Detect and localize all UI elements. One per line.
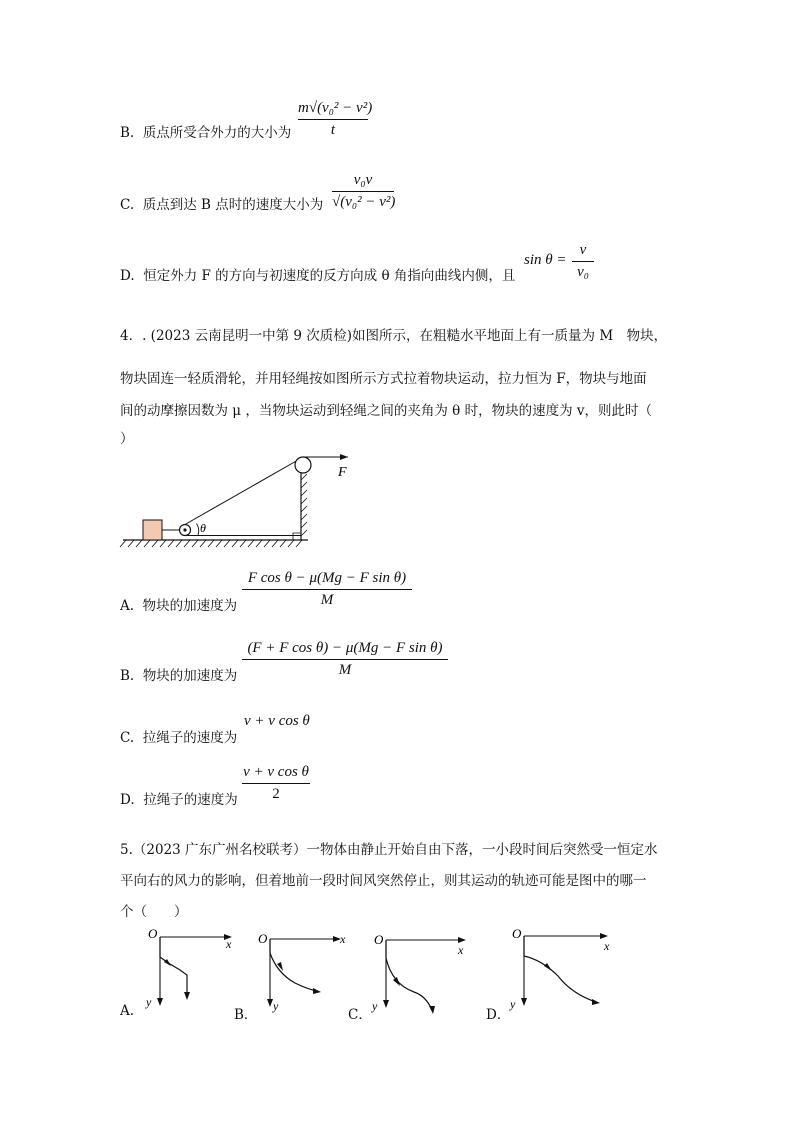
q5-option-a-label: A. bbox=[120, 1003, 135, 1019]
origin-label: O bbox=[374, 932, 384, 947]
block bbox=[143, 520, 162, 540]
angle-label: θ bbox=[200, 521, 206, 535]
q4-option-b-fraction bbox=[242, 640, 448, 679]
fraction-denominator: √(v₀² − v²) bbox=[332, 194, 396, 210]
option-text: 质点到达 B 点时的速度大小为 bbox=[142, 197, 324, 213]
fraction-denominator: t bbox=[330, 122, 336, 138]
y-axis-label: y bbox=[273, 999, 279, 1013]
q4-stem-line-2: 物块固连一轻质滑轮，并用轻绳按如图所示方式拉着物块运动，拉力恒为 F，物块与地面 bbox=[120, 371, 647, 387]
origin-label: O bbox=[148, 926, 158, 941]
option-text: 物块的加速度为 bbox=[142, 668, 238, 684]
q5-graph-b bbox=[255, 925, 355, 1025]
fraction-numerator: v + v cos θ bbox=[243, 764, 309, 780]
q5-stem-line-1: 5.（2023 广东广州名校联考）一物体由静止开始自由下落，一小段时间后突然受一恒定水 bbox=[120, 842, 658, 858]
q5-stem-line-3: 个（ ） bbox=[120, 904, 188, 920]
q3-option-d bbox=[120, 264, 515, 284]
fraction-numerator: m√(v₀² − v²) bbox=[298, 100, 373, 116]
q3-option-c-fraction bbox=[332, 172, 394, 211]
trajectory bbox=[270, 939, 317, 991]
fraction-denominator: M bbox=[338, 662, 352, 678]
q3-option-b bbox=[120, 121, 291, 141]
y-axis-label: y bbox=[372, 999, 378, 1013]
q5-graph-c bbox=[370, 926, 480, 1026]
option-label: A. bbox=[120, 598, 135, 614]
fraction-numerator: F cos θ − μ(Mg − F sin θ) bbox=[247, 570, 407, 586]
option-label: B. bbox=[120, 668, 135, 684]
q4-option-d-fraction bbox=[242, 764, 310, 803]
origin-label: O bbox=[512, 926, 522, 941]
q5-option-d-label: D． bbox=[486, 1007, 511, 1023]
x-axis-label: x bbox=[340, 932, 346, 946]
q4-option-d bbox=[120, 788, 238, 808]
option-text: 恒定外力 F 的方向与初速度的反方向成 θ 角指向曲线内侧，且 bbox=[143, 268, 516, 284]
fraction-denominator: v₀ bbox=[577, 264, 589, 280]
q4-stem-line-4: ） bbox=[120, 431, 134, 447]
q4-option-c bbox=[120, 726, 237, 746]
q3-option-d-lhs: sin θ = bbox=[524, 252, 567, 268]
x-axis-label: x bbox=[226, 937, 232, 951]
trajectory bbox=[524, 936, 596, 1002]
x-axis-label: x bbox=[458, 943, 464, 957]
q4-pulley-figure bbox=[118, 450, 358, 550]
trajectory bbox=[386, 940, 432, 1010]
option-text: 质点所受合外力的大小为 bbox=[142, 125, 292, 141]
option-text: 物块的加速度为 bbox=[142, 598, 238, 614]
option-label: C. bbox=[120, 730, 135, 746]
option-label: D. bbox=[120, 268, 135, 284]
q4-option-b bbox=[120, 664, 237, 684]
q5-stem-line-2: 平向右的风力的影响，但着地前一段时间风突然停止，则其运动的轨迹可能是图中的哪一 bbox=[120, 873, 647, 889]
q4-stem-line-1: 4．. (2023 云南昆明一中第 9 次质检)如图所示，在粗糙水平地面上有一质量为 M 物块， bbox=[120, 328, 668, 344]
q5-option-b-label: B． bbox=[234, 1007, 258, 1023]
trajectory bbox=[160, 937, 187, 998]
fraction-numerator: v₀v bbox=[353, 172, 373, 188]
fixed-pulley bbox=[295, 457, 311, 473]
option-text: 拉绳子的速度为 bbox=[142, 730, 238, 746]
q3-option-d-fraction bbox=[572, 242, 594, 281]
q4-option-a-fraction bbox=[242, 570, 412, 609]
x-axis-label: x bbox=[604, 939, 610, 953]
origin-label: O bbox=[258, 931, 268, 946]
q4-option-c-expression: v + v cos θ bbox=[244, 713, 310, 729]
fraction-denominator: 2 bbox=[272, 786, 280, 802]
option-text: 拉绳子的速度为 bbox=[143, 792, 238, 808]
q5-graph-a bbox=[140, 922, 240, 1022]
option-label: C. bbox=[120, 197, 135, 213]
option-label: D. bbox=[120, 792, 135, 808]
fraction-numerator: v bbox=[579, 242, 587, 258]
q4-option-a bbox=[120, 594, 237, 614]
q5-graph-d bbox=[508, 922, 618, 1022]
option-label: B. bbox=[120, 125, 135, 141]
q5-option-c-label: C． bbox=[348, 1007, 372, 1023]
fraction-denominator: M bbox=[320, 592, 334, 608]
force-label: F bbox=[338, 465, 347, 480]
y-axis-label: y bbox=[510, 997, 516, 1011]
q4-stem-line-3: 间的动摩擦因数为 μ ，当物块运动到轻绳之间的夹角为 θ 时，物块的速度为 v，则此时（ bbox=[120, 403, 652, 419]
q3-option-c bbox=[120, 193, 323, 213]
fraction-numerator: (F + F cos θ) − μ(Mg − F sin θ) bbox=[247, 640, 443, 656]
y-axis-label: y bbox=[146, 995, 152, 1009]
q3-option-b-fraction bbox=[298, 100, 373, 139]
